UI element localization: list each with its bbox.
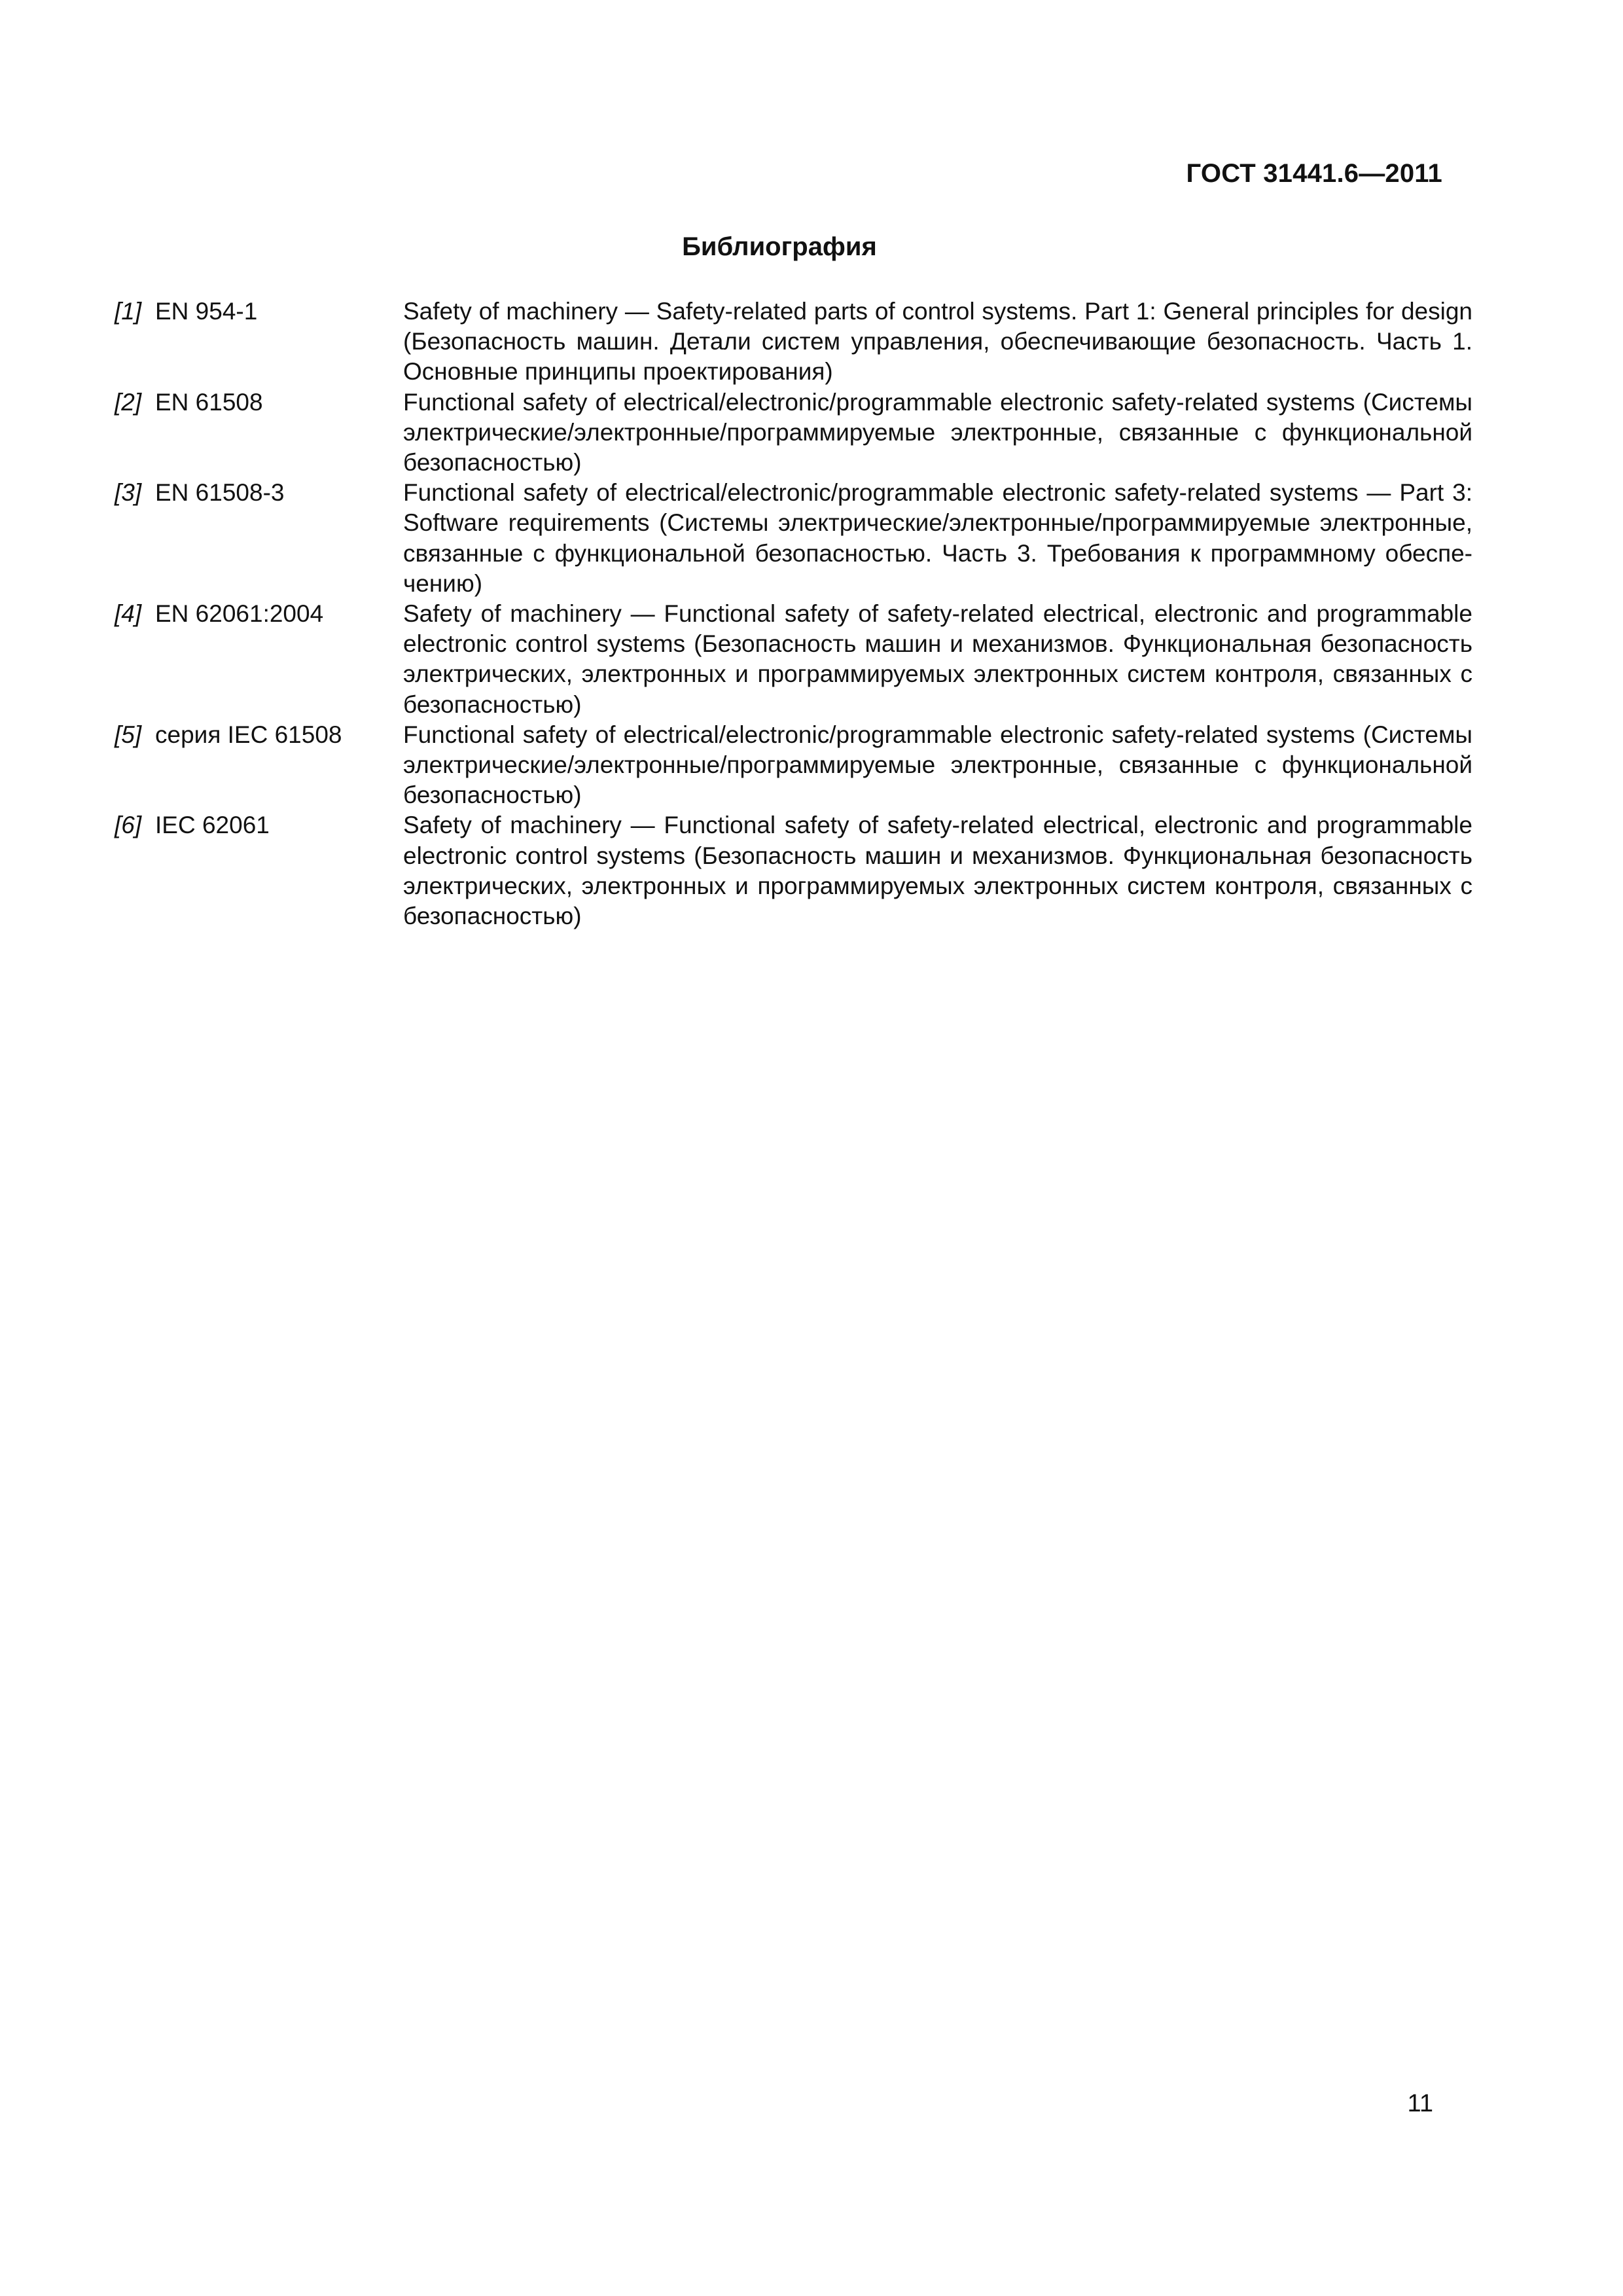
- bibliography-title: Библиография: [682, 232, 877, 261]
- reference-line: безопасностью): [403, 903, 582, 930]
- reference-list: [115, 296, 1472, 931]
- reference-line: Software requirements (Системы электрические/электронные/программируемые электронные,: [403, 509, 1472, 537]
- reference-number: [5]: [115, 721, 142, 748]
- reference-code: серия IEC 61508: [155, 721, 342, 748]
- reference-line: Functional safety of electrical/electronic/programmable electronic safety-related systems — Part 3:: [403, 479, 1472, 507]
- reference-line: electronic control systems (Безопасность машин и механизмов. Функциональная безопасность: [403, 842, 1472, 869]
- reference-line: Functional safety of electrical/electronic/programmable electronic safety-related systems (Системы: [403, 721, 1472, 748]
- reference-number: [6]: [115, 812, 142, 839]
- page-number: 11: [1407, 2090, 1433, 2117]
- reference-description: [403, 478, 1472, 599]
- reference-line: безопасностью): [403, 449, 582, 476]
- reference-item: [115, 478, 1472, 599]
- reference-item: [115, 720, 1472, 811]
- reference-item: [115, 296, 1472, 387]
- reference-line: Functional safety of electrical/electronic/programmable electronic safety-related systems (Системы: [403, 388, 1472, 416]
- reference-line: Safety of machinery — Functional safety of safety-related electrical, electronic and programmable: [403, 812, 1472, 839]
- reference-code: EN 61508: [155, 388, 263, 416]
- reference-description: [403, 599, 1472, 720]
- reference-line: (Безопасность машин. Детали систем управления, обеспечивающие безопасность. Часть 1.: [403, 328, 1472, 355]
- reference-line: электрических, электронных и программируемых электронных систем контроля, связанных с: [403, 660, 1472, 688]
- reference-code: EN 61508-3: [155, 479, 285, 507]
- reference-description: [403, 720, 1472, 811]
- reference-line: чению): [403, 569, 483, 597]
- reference-line: безопасностью): [403, 781, 582, 809]
- reference-line: безопасностью): [403, 691, 582, 718]
- reference-code: EN 954-1: [155, 298, 258, 325]
- reference-line: Основные принципы проектирования): [403, 358, 833, 386]
- reference-line: электрические/электронные/программируемые электронные, связанные с функциональной: [403, 418, 1472, 446]
- reference-description: [403, 296, 1472, 387]
- reference-item: [115, 810, 1472, 931]
- reference-number: [2]: [115, 388, 142, 416]
- reference-number: [4]: [115, 600, 142, 628]
- document-code: ГОСТ 31441.6—2011: [1186, 159, 1442, 188]
- reference-item: [115, 599, 1472, 720]
- reference-code: IEC 62061: [155, 812, 270, 839]
- reference-line: Safety of machinery — Functional safety of safety-related electrical, electronic and programmable: [403, 600, 1472, 628]
- reference-line: связанные с функциональной безопасностью. Часть 3. Требования к программному обеспе-: [403, 539, 1472, 567]
- reference-line: Safety of machinery — Safety-related parts of control systems. Part 1: General principles for design: [403, 298, 1472, 325]
- reference-line: electronic control systems (Безопасность машин и механизмов. Функциональная безопасность: [403, 630, 1472, 658]
- reference-number: [3]: [115, 479, 142, 507]
- reference-description: [403, 387, 1472, 478]
- reference-line: электрических, электронных и программируемых электронных систем контроля, связанных с: [403, 872, 1472, 899]
- reference-item: [115, 387, 1472, 478]
- reference-number: [1]: [115, 298, 142, 325]
- reference-line: электрические/электронные/программируемые электронные, связанные с функциональной: [403, 751, 1472, 779]
- reference-description: [403, 810, 1472, 931]
- reference-code: EN 62061:2004: [155, 600, 324, 628]
